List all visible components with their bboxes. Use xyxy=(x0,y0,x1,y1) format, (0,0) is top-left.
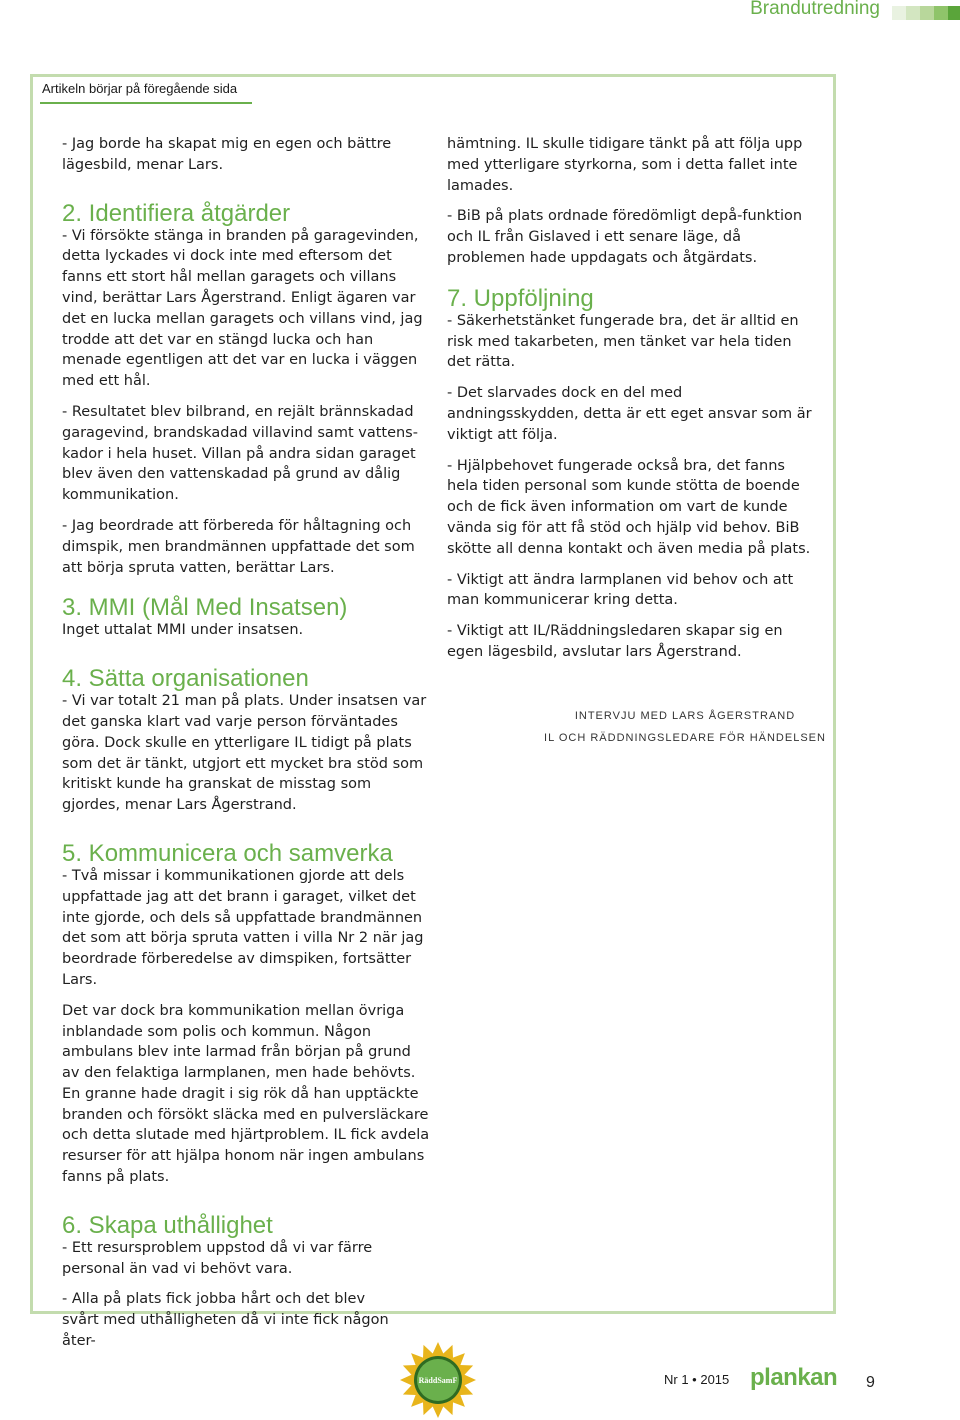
section-heading: 6. Skapa uthållighet xyxy=(62,1211,273,1239)
header-squares xyxy=(892,6,960,20)
paragraph: - Vi var totalt 21 man på plats. Under insatsen var det ganska klart vad varje person förväntades göra. Dock skulle en ytterligare IL tidigt på plats som det är tänkt, utgjort ett mycket bra stöd som kritiskt kunde ha granskat de misstag som gjordes, menar Lars Ågerstrand. xyxy=(62,693,427,814)
continued-rule xyxy=(40,102,252,104)
plankan-logo: plankan xyxy=(750,1364,838,1391)
paragraph: - Två missar i kommunikationen gjorde att dels uppfattade jag att det brann i garaget, vilket det inte gjorde, och dels så uppfattade brandmännen det som att börja spruta vatten i villa Nr 2 när jag beordrade förberedelse av dimspiken, fortsätter Lars. xyxy=(62,867,424,988)
paragraph: - BiB på plats ordnade föredömligt depå-funktion och IL från Gislaved i ett senare läge, då problemen hade uppdagats och åtgärdats. xyxy=(447,208,803,266)
badge-label: RäddSamF xyxy=(418,1376,458,1385)
continued-label: Artikeln börjar på föregående sida xyxy=(42,81,238,96)
raddsamf-badge xyxy=(398,1340,478,1420)
paragraph: - Viktigt att IL/Räddningsledaren skapar sig en egen lägesbild, avslutar lars Ågerstrand. xyxy=(447,623,783,660)
paragraph: - Jag borde ha skapat mig en egen och bättre lägesbild, menar Lars. xyxy=(62,136,392,173)
paragraph: - Hjälpbehovet fungerade också bra, det fanns hela tiden personal som kunde stötta de boende och de fick även information om vart de kunde vända sig för att få stöd och hjälp vid behov. BiB skötte all denna kontakt och även media på plats. xyxy=(447,457,811,557)
interview-credit-line2: IL OCH RÄDDNINGSLEDARE FÖR HÄNDELSEN xyxy=(544,732,826,744)
section-heading: 2. Identifiera åtgärder xyxy=(62,199,291,227)
paragraph: - Viktigt att ändra larmplanen vid behov och att man kommunicerar kring detta. xyxy=(447,571,794,609)
section-title: Brandutredning xyxy=(750,0,880,19)
section-heading: 3. MMI (Mål Med Insatsen) xyxy=(62,594,348,622)
paragraph: - Jag beordrade att förbereda för håltagning och dimspik, men brandmännen uppfattade det som att börja spruta vatten, berättar Lars. xyxy=(62,517,415,576)
header-square xyxy=(892,6,906,20)
header-square xyxy=(906,6,920,20)
interview-credit-line1: INTERVJU MED LARS ÅGERSTRAND xyxy=(574,710,796,722)
paragraph: - Ett resursproblem uppstod då vi var färre personal än vad vi behövt vara. xyxy=(62,1239,373,1277)
paragraph: - Säkerhetstänket fungerade bra, det är alltid en risk med takarbeten, men tänket var hela tiden det rätta. xyxy=(447,312,799,371)
left-column xyxy=(62,134,432,1352)
paragraph: Inget uttalat MMI under insatsen. xyxy=(62,622,304,639)
right-column xyxy=(447,134,817,663)
paragraph: - Resultatet blev bilbrand, en rejält brännskadad garagevind, brandskadad villavind samt vattenskador i hela huset. Villan på andra sidan garaget blev även den vattenskadad på grund av dålig kommunikation. xyxy=(62,403,418,504)
page-number: 9 xyxy=(866,1374,875,1391)
paragraph: hämtning. IL skulle tidigare tänkt på att följa upp med ytterligare styrkorna, som i detta fallet inte lamades. xyxy=(447,136,803,194)
section-heading: 5. Kommunicera och samverka xyxy=(62,839,393,867)
header-square xyxy=(920,6,934,20)
issue-number: Nr 1 • 2015 xyxy=(664,1372,730,1387)
paragraph: - Vi försökte stänga in branden på garagevinden, detta lyckades vi dock inte med eftersom det fanns ett stort hål mellan garagets och villans vind, berättar Lars Ågerstrand. Enligt ägaren var det en lucka mellan garagets och villans vind, jag trodde att det var en stängd lucka och han menade egentligen att det var en lucka i väggen med ett hål. xyxy=(62,227,423,390)
header-square xyxy=(934,6,948,20)
paragraph: Det var dock bra kommunikation mellan övriga inblandade som polis och kommun. Någon ambulans blev inte larmad från början på grund av den felaktiga larmplanen, men hade behövts. En granne hade dragit i sig rök då han upptäckte branden och försökt släcka med en pulversläckare och detta slutade med hjärtproblem. IL fick avdela resurser för att hjälpa honom när ingen ambulans fanns på plats. xyxy=(62,1002,430,1186)
section-heading: 7. Uppföljning xyxy=(447,284,594,312)
paragraph: - Det slarvades dock en del med andningsskydden, detta är ett eget ansvar som är viktigt att följa. xyxy=(447,385,812,443)
header-square xyxy=(948,6,960,20)
section-heading: 4. Sätta organisationen xyxy=(62,665,309,693)
paragraph: - Alla på plats fick jobba hårt och det blev svårt med uthålligheten då vi inte fick någon åter- xyxy=(62,1291,389,1350)
